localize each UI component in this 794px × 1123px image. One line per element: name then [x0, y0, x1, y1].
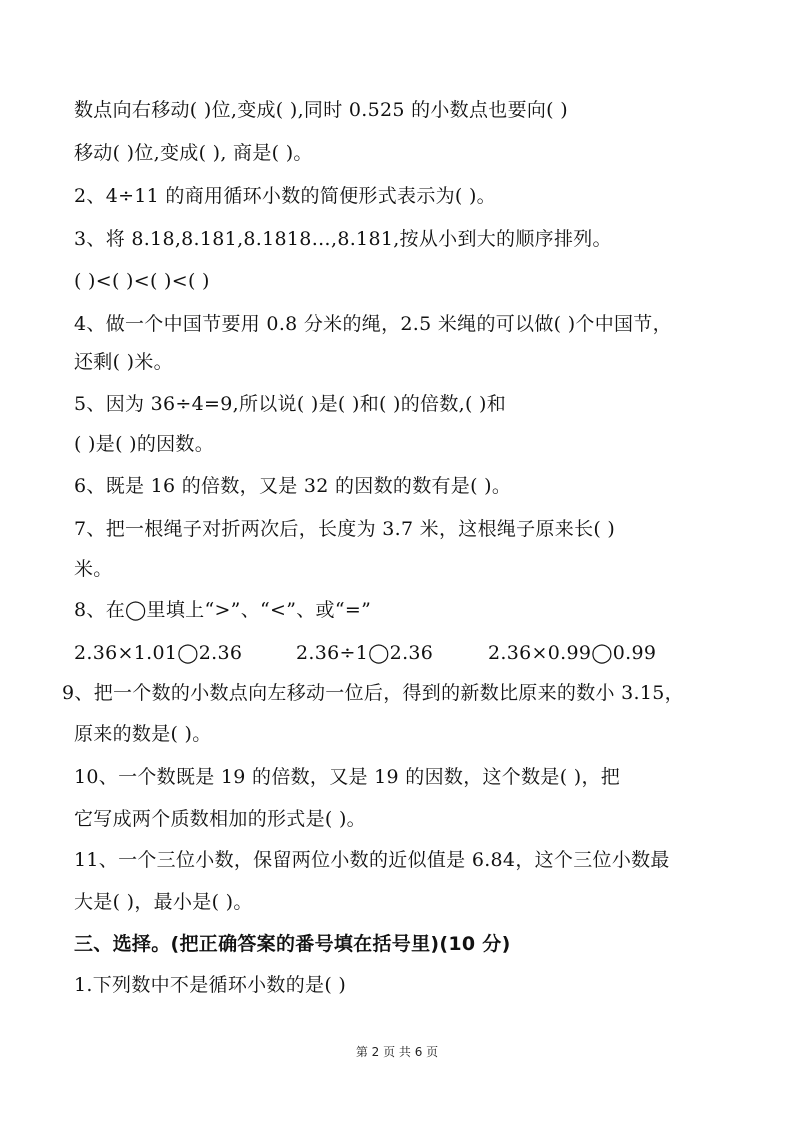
- q6-line: 6、既是 16 的倍数，又是 32 的因数的数有是( )。: [74, 475, 512, 497]
- q10-line-2: 它写成两个质数相加的形式是( )。: [74, 808, 366, 830]
- q1-line-1: 数点向右移动( )位,变成( ),同时 0.525 的小数点也要向( ): [74, 99, 568, 121]
- q8-comparisons: [74, 640, 734, 666]
- q4-line-2: 还剩( )米。: [74, 351, 173, 373]
- q7-line-1: 7、把一根绳子对折两次后，长度为 3.7 米，这根绳子原来长( ): [74, 518, 616, 540]
- q9-line-1: 9、把一个数的小数点向左移动一位后，得到的新数比原来的数小 3.15，: [62, 682, 684, 704]
- comparison-1: 2.36×1.01◯2.36: [74, 642, 243, 664]
- q8-line: 8、在◯里填上“>”、“<”、或“=”: [74, 599, 372, 621]
- q3-answer-blanks: ( )<( )<( )<( ): [74, 270, 210, 292]
- q2-line: 2、4÷11 的商用循环小数的简便形式表示为( )。: [74, 185, 496, 207]
- q3-line: 3、将 8.18,8.181,8.1818…,8.181,按从小到大的顺序排列。: [74, 228, 612, 250]
- page-footer: 第 2 页 共 6 页: [355, 1045, 439, 1059]
- q9-line-2: 原来的数是( )。: [74, 723, 212, 745]
- q4-line-1: 4、做一个中国节要用 0.8 分米的绳，2.5 米绳的可以做( )个中国节，: [74, 313, 672, 335]
- comparison-3: 2.36×0.99◯0.99: [488, 642, 657, 664]
- comparison-2: 2.36÷1◯2.36: [296, 642, 434, 664]
- q1-line-2: 移动( )位,变成( ), 商是( )。: [74, 142, 313, 164]
- choice-q1-line: 1.下列数中不是循环小数的是( ): [74, 974, 347, 996]
- q7-line-2: 米。: [74, 558, 113, 580]
- q5-line-2: ( )是( )的因数。: [74, 433, 215, 455]
- q5-line-1: 5、因为 36÷4=9,所以说( )是( )和( )的倍数,( )和: [74, 393, 507, 415]
- section-three-heading: 三、选择。(把正确答案的番号填在括号里)(10 分): [74, 933, 511, 955]
- q11-line-2: 大是( )，最小是( )。: [74, 891, 253, 913]
- q10-line-1: 10、一个数既是 19 的倍数，又是 19 的因数，这个数是( )，把: [74, 766, 621, 788]
- q11-line-1: 11、一个三位小数，保留两位小数的近似值是 6.84，这个三位小数最: [74, 849, 670, 871]
